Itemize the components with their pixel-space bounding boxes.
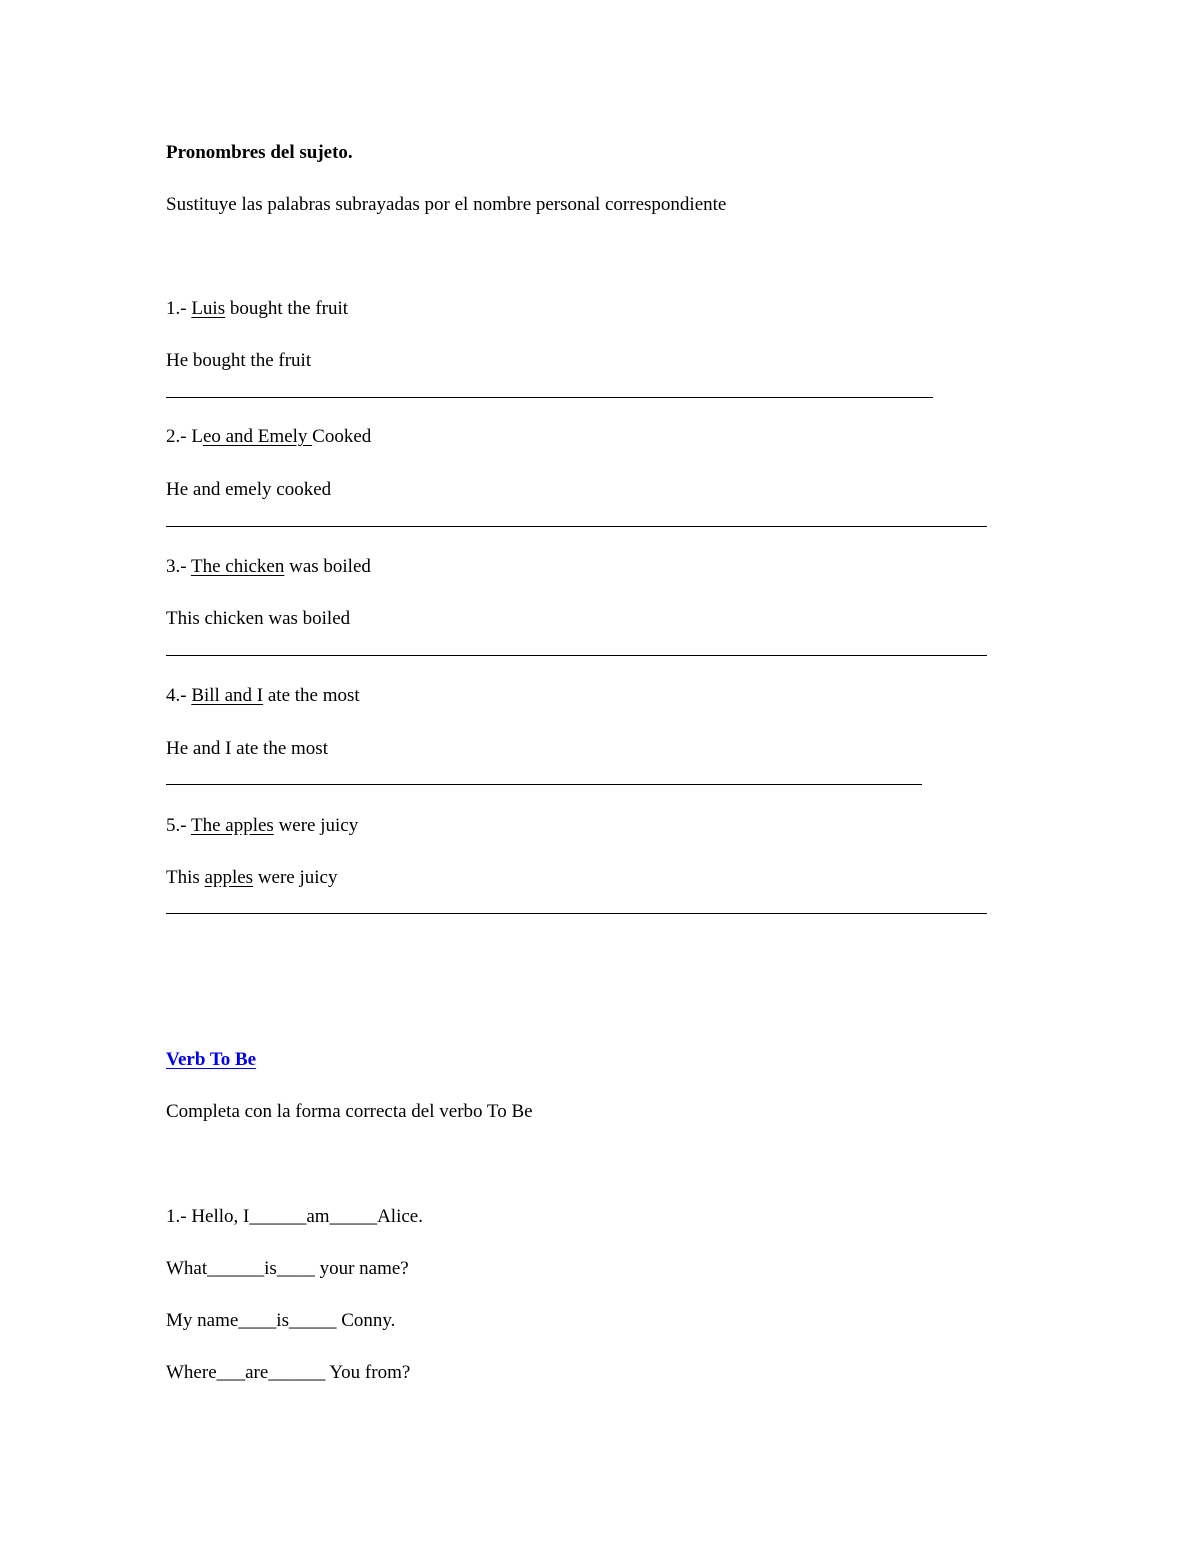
underlined-subject: Luis — [191, 298, 226, 319]
answer-text: He and emely cooked — [166, 479, 332, 500]
item-number: 4.- — [166, 685, 192, 706]
answer-item-4 — [166, 737, 328, 761]
answer-line-5 — [166, 913, 987, 914]
fill-in-line-2: What______is____ your name? — [166, 1258, 409, 1279]
section-title-subject-pronouns: Pronombres del sujeto. — [166, 142, 353, 163]
answer-line-3 — [166, 655, 987, 656]
underlined-subject: Bill and I — [191, 685, 264, 706]
section-instruction-verb-to-be: Completa con la forma correcta del verbo To Be — [166, 1101, 533, 1122]
item-rest: were juicy — [273, 815, 359, 836]
answer-line-1 — [166, 397, 933, 398]
answer-text: He bought the fruit — [166, 350, 312, 371]
exercise-item-2 — [166, 425, 371, 449]
fill-in-line-3: My name____is_____ Conny. — [166, 1310, 396, 1331]
answer-text: This — [166, 867, 205, 888]
answer-item-5 — [166, 866, 337, 890]
item-prefix: L — [191, 426, 203, 447]
exercise-item-5 — [166, 814, 358, 838]
fill-in-line-1: 1.- Hello, I______am_____Alice. — [166, 1206, 423, 1227]
exercise-item-4 — [166, 684, 360, 708]
answer-line-4 — [166, 784, 922, 785]
item-rest: was boiled — [284, 556, 371, 577]
answer-item-3 — [166, 607, 350, 631]
answer-underlined: apples — [204, 867, 254, 888]
item-number: 1.- — [166, 298, 192, 319]
item-rest: Cooked — [312, 426, 372, 447]
underlined-subject: The chicken — [190, 556, 285, 577]
answer-item-2 — [166, 478, 331, 502]
answer-item-1 — [166, 349, 311, 373]
verb-to-be-link[interactable]: Verb To Be — [166, 1049, 257, 1070]
answer-text: He and I ate the most — [166, 738, 328, 759]
answer-text: This chicken was boiled — [166, 608, 351, 629]
fill-in-line-4: Where___are______ You from? — [166, 1362, 411, 1383]
answer-rest: were juicy — [253, 867, 338, 888]
underlined-subject: eo and Emely — [202, 426, 313, 447]
section-instruction-subject-pronouns: Sustituye las palabras subrayadas por el nombre personal correspondiente — [166, 194, 727, 215]
item-number: 5.- — [166, 815, 191, 836]
exercise-item-1 — [166, 297, 348, 321]
underlined-subject: The apples — [190, 815, 274, 836]
section-title-verb-to-be — [166, 1048, 256, 1072]
item-number: 3.- — [166, 556, 191, 577]
item-rest: ate the most — [263, 685, 360, 706]
item-rest: bought the fruit — [225, 298, 349, 319]
exercise-item-3 — [166, 555, 371, 579]
answer-line-2 — [166, 526, 987, 527]
item-number: 2.- — [166, 426, 192, 447]
